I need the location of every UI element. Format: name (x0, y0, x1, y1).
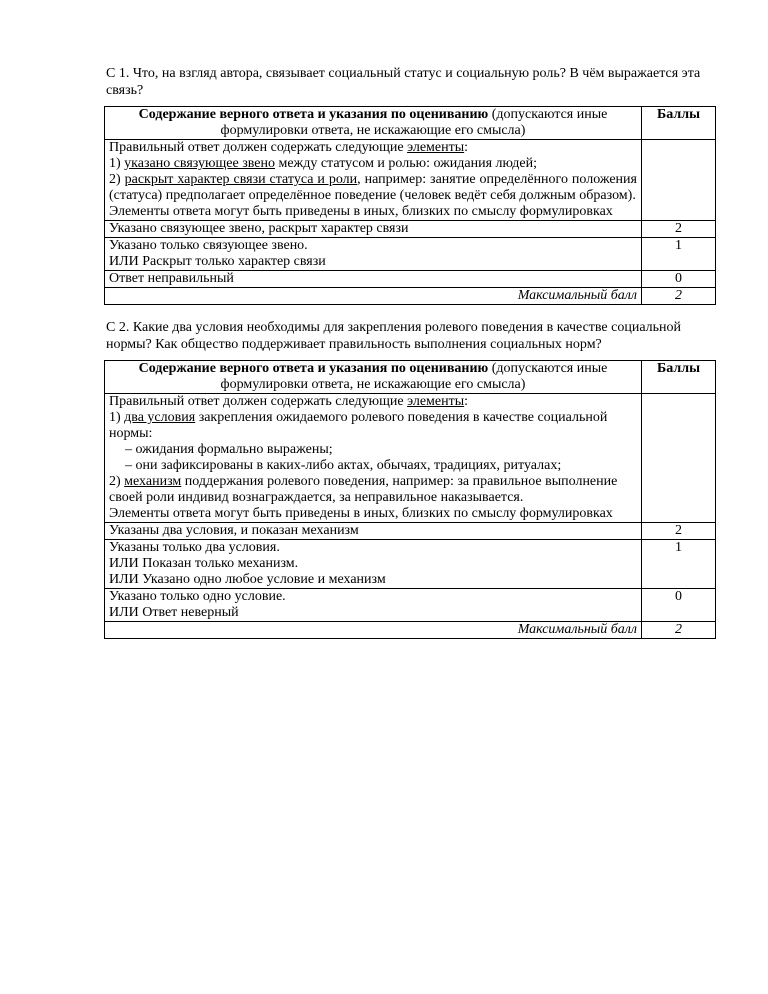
criterion-line: ИЛИ Указано одно любое условие и механизм (109, 572, 386, 587)
content-header (105, 361, 642, 394)
element-1 (109, 156, 637, 172)
table-header-row (105, 107, 716, 140)
element-1-number: 1) (109, 410, 125, 425)
element-1-text: между статусом и ролью: ожидания людей; (274, 156, 537, 171)
intro-line (109, 394, 637, 410)
formulation-note: Элементы ответа могут быть приведены в иных, близких по смыслу формулировках (109, 204, 613, 219)
intro-colon: : (464, 394, 469, 409)
criterion-text (105, 589, 642, 622)
answer-content (105, 140, 642, 221)
table-header-row (105, 361, 716, 394)
criterion-score: 1 (642, 540, 716, 589)
content-header-bold: Содержание верного ответа и указания по оцениванию (138, 107, 489, 122)
criterion-line: Указаны два условия, и показан механизм (109, 523, 359, 538)
intro-line (109, 140, 637, 156)
grading-table-c2 (104, 360, 716, 639)
criterion-score: 0 (642, 589, 716, 622)
max-score-value: 2 (642, 288, 716, 305)
element-2 (109, 172, 637, 204)
elements-term: элементы (407, 394, 465, 409)
element-2-number: 2) (109, 172, 125, 187)
element-1 (109, 410, 637, 442)
criterion-row (105, 540, 716, 589)
criterion-score: 2 (642, 221, 716, 238)
content-header-note: (допускаются иные формулировки ответа, не искажающие его смысла) (220, 361, 608, 392)
criterion-score: 1 (642, 238, 716, 271)
elements-term: элементы (407, 140, 465, 155)
criterion-line: Указано только одно условие. (109, 589, 286, 604)
formulation-note: Элементы ответа могут быть приведены в иных, близких по смыслу формулировках (109, 506, 613, 521)
answer-content-row (105, 140, 716, 221)
content-header-bold: Содержание верного ответа и указания по оцениванию (138, 361, 489, 376)
score-header: Баллы (642, 361, 716, 394)
criterion-row (105, 221, 716, 238)
score-header: Баллы (642, 107, 716, 140)
element-2-text: поддержания ролевого поведения, например: за правильное выполнение своей роли индивид вознаграждается, за неправильное наказывается. (109, 474, 618, 505)
criterion-row (105, 271, 716, 288)
criterion-line: ИЛИ Показан только механизм. (109, 556, 299, 571)
condition-item: – они зафиксированы в каких-либо актах, обычаях, традициях, ритуалах; (125, 458, 562, 473)
criterion-line: Ответ неправильный (109, 271, 234, 286)
intro-colon: : (464, 140, 469, 155)
intro-text: Правильный ответ должен содержать следующие (109, 140, 408, 155)
answer-content-score-cell (642, 140, 716, 221)
max-score-label: Максимальный балл (105, 622, 642, 639)
criterion-line: ИЛИ Ответ неверный (109, 605, 239, 620)
answer-content (105, 394, 642, 523)
criterion-line: Указано только связующее звено. (109, 238, 308, 253)
answer-content-row (105, 394, 716, 523)
content-header-note: (допускаются иные формулировки ответа, не искажающие его смысла) (220, 107, 608, 138)
max-score-row (105, 622, 716, 639)
element-1-text: закрепления ожидаемого ролевого поведения в качестве социальной нормы: (109, 410, 608, 441)
answer-content-score-cell (642, 394, 716, 523)
max-score-value: 2 (642, 622, 716, 639)
question-c1: С 1. Что, на взгляд автора, связывает социальный статус и социальную роль? В чём выражается эта связь? (106, 66, 701, 98)
criterion-text (105, 238, 642, 271)
max-score-label: Максимальный балл (105, 288, 642, 305)
element-2 (109, 474, 637, 506)
element-2-number: 2) (109, 474, 125, 489)
condition-item: – ожидания формально выражены; (125, 442, 333, 457)
criterion-text (105, 523, 642, 540)
criterion-line: ИЛИ Раскрыт только характер связи (109, 254, 326, 269)
max-score-row (105, 288, 716, 305)
criterion-score: 0 (642, 271, 716, 288)
criterion-line: Указано связующее звено, раскрыт характер связи (109, 221, 409, 236)
element-1-key: указано связующее звено (124, 156, 275, 171)
element-1-number: 1) (109, 156, 125, 171)
criterion-score: 2 (642, 523, 716, 540)
question-c2: С 2. Какие два условия необходимы для закрепления ролевого поведения в качестве социальной нормы? Как общество поддерживает правильность выполнения социальных норм? (106, 320, 682, 352)
element-2-key: раскрыт характер связи статуса и роли (124, 172, 358, 187)
element-2-key: механизм (124, 474, 182, 489)
intro-text: Правильный ответ должен содержать следующие (109, 394, 408, 409)
document-page (104, 65, 715, 653)
criterion-row (105, 523, 716, 540)
criterion-row (105, 589, 716, 622)
criterion-text (105, 271, 642, 288)
criterion-row (105, 238, 716, 271)
criterion-line: Указаны только два условия. (109, 540, 280, 555)
content-header (105, 107, 642, 140)
grading-table-c1 (104, 106, 716, 305)
criterion-text (105, 221, 642, 238)
element-2-text: , например: занятие определённого положения (статуса) предполагает определённое поведение (человек ведёт себя должным образом). (109, 172, 637, 203)
element-1-key: два условия (124, 410, 196, 425)
criterion-text (105, 540, 642, 589)
